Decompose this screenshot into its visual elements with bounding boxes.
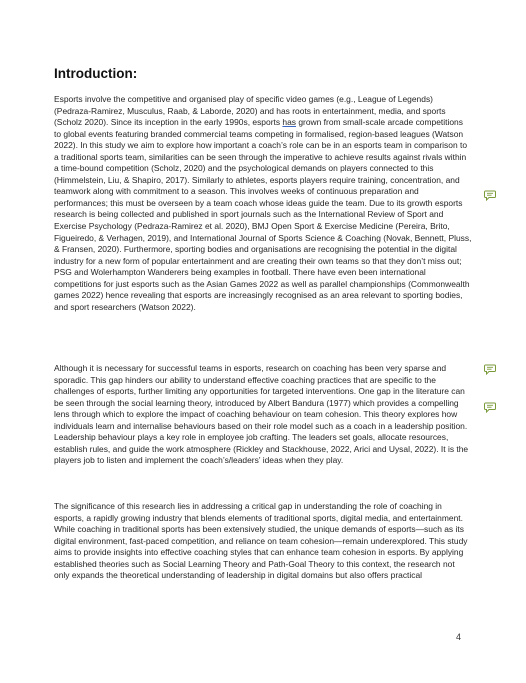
paragraph-1-text-end: grown from small-scale arcade competitions to global events featuring branded commercial teams competing in formalised, region-based leagues (Watson 2022). In this study we aim to explore how important a coach’s role can be in an esports team in comparison to a traditional sports team, similarities can be seen through the imperative to achieve results against rivals within a time-bound competition (Scholz, 2020) and the psychological demands on players connected to this (Himmelstein, Liu, & Shapiro, 2017). Similarly to athletes, esports players require training, concentration, and teamwork along with commitment to a season. This involves weeks of continuous preparation and performances; this must be overseen by a team coach whose ideas guide the team. Due to its growth esports research is being collected and published in sport journals such as the International Review of Sport and Exercise Psychology (Pedraza-Ramirez et al. 2020), BMJ Open Sport & Exercise Medicine (Pereira, Brito, Figueiredo, & Verhagen, 2019), and International Journal of Sports Science & Coaching (Novak, Bennett, Pluss, & Fransen, 2020). Furthermore, sporting bodies and organisations are recognising the potential in the digital industry for a new form of popular entertainment and are creating their own teams so that they don’t miss out; PSG and Wolerhampton Wanderers being examples in football. There have even been international competitions for just esports such as the Asian Games 2022 as well as parallel championships (Commonwealth games 2022) hence revealing that esports are increasingly recognised as an area relevant to sporting bodies, and sport researchers (Watson 2022). bbox=[54, 117, 472, 312]
paragraph-2: Although it is necessary for successful teams in esports, research on coaching has been very sparse and sporadic. This gap hinders our ability to understand effective coaching practices that are specific to the challenges of esports, further limiting any opportunities for targeted interventions. One gap in the literature can be seen through the social learning theory, introduced by Albert Bandura (1977) which provides a compelling lens through which to explore the impact of coaching behaviour on team cohesion. This theory explores how individuals learn and internalise behaviours based on their role model such as a coach in a leadership position. Leadership behaviour plays a key role in employee job crafting. The leaders set goals, allocate resources, establish rules, and guide the work atmosphere (Rickley and Stackhouse, 2022, Arici and Uysal, 2022). It is the players job to listen and implement the coach’s/leaders’ ideas when they play. bbox=[54, 363, 469, 466]
underlined-word[interactable]: has bbox=[282, 117, 297, 128]
comment-icon[interactable] bbox=[484, 190, 496, 201]
section-heading: Introduction: bbox=[54, 66, 138, 81]
paragraph-1 bbox=[54, 94, 472, 313]
page-number: 4 bbox=[456, 632, 462, 642]
comment-icon[interactable] bbox=[484, 402, 496, 413]
paragraph-3: The significance of this research lies in addressing a critical gap in understanding the role of coaching in esports, a rapidly growing industry that blends elements of traditional sports, digital media, and entertainment. While coaching in traditional sports has been extensively studied, the unique demands of esports—such as its digital environment, fast-paced competition, and reliance on team cohesion—remain underexplored. This study aims to provide insights into effective coaching styles that can enhance team cohesion in esports. By applying established theories such as Social Learning Theory and Path-Goal Theory to this context, the research not only expands the theoretical understanding of leadership in digital domains but also offers practical bbox=[54, 501, 468, 581]
paragraph-1-text-start: Esports involve the competitive and organised play of specific video games (e.g., League of Legends) (Pedraza-Ramirez, Musculus, Raab, & Laborde, 2020) and has roots in entertainment, media, and sports (Scholz 2020). Since its inception in the early 1990s, esports bbox=[54, 94, 446, 128]
comment-icon[interactable] bbox=[484, 364, 496, 375]
